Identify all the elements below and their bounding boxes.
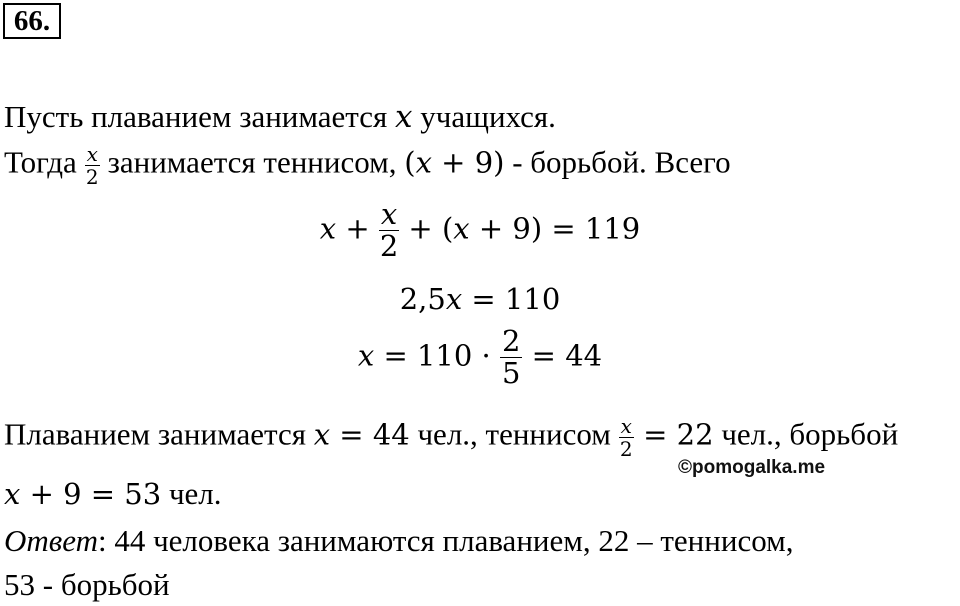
eq3-rest-a: = 110 · — [374, 338, 500, 373]
then-text-c: - борьбой. Всего — [504, 144, 731, 180]
eq2-rest: = 110 — [462, 282, 561, 316]
intro-text-b: учащихся. — [412, 99, 556, 134]
eq1-plus: + — [336, 211, 379, 246]
eq1-fraction — [379, 197, 399, 263]
then-text-b: занимается теннисом, — [99, 144, 405, 180]
equation-3 — [0, 324, 960, 390]
result-text-b: чел., теннисом — [409, 416, 619, 452]
result-eq: = 44 — [330, 417, 410, 452]
then-text-a: Тогда — [4, 144, 85, 180]
problem-number: 66. — [3, 3, 61, 39]
result-line-2 — [4, 478, 222, 509]
eq3-fraction — [500, 324, 522, 390]
fraction-denominator: 2 — [85, 165, 99, 189]
result2-var: x — [4, 477, 21, 511]
result-fraction — [619, 416, 634, 459]
eq1-var-a: x — [319, 211, 337, 246]
result-line-1 — [4, 416, 898, 459]
expr-rest: + 9) — [431, 145, 505, 180]
eq2-coef: 2,5 — [399, 282, 446, 316]
result-fraction-numerator: x — [620, 414, 632, 438]
answer-text: : 44 человека занимаются плаванием, 22 – теннисом, — [97, 523, 794, 558]
fraction-x-over-2 — [85, 144, 100, 187]
result2-text: чел. — [161, 476, 222, 511]
expr-open: ( — [404, 145, 416, 180]
eq1-rest-b: + 9) = 119 — [469, 211, 641, 246]
eq3-rest-b: = 44 — [522, 338, 603, 373]
result-fraction-denominator: 2 — [619, 437, 633, 461]
final-answer-line-1 — [4, 525, 794, 556]
result-text-c: чел., борьбой — [713, 416, 899, 452]
fraction-numerator: x — [86, 142, 98, 166]
eq3-var: x — [357, 338, 375, 373]
equation-2 — [0, 282, 960, 316]
eq1-rest-a: + ( — [399, 211, 454, 246]
var-x: x — [395, 99, 413, 135]
intro-text-a: Пусть плаванием занимается — [4, 99, 395, 134]
result-eq-2: = 22 — [633, 417, 714, 452]
eq1-var-b: x — [453, 211, 470, 246]
result-var: x — [313, 417, 331, 452]
expr-var: x — [415, 145, 432, 180]
result2-expr: + 9 = 53 — [20, 477, 162, 511]
result-text-a: Плаванием занимается — [4, 416, 314, 452]
eq3-fraction-numerator: 2 — [502, 324, 521, 358]
eq3-fraction-denominator: 5 — [502, 356, 521, 390]
eq1-fraction-numerator: x — [380, 197, 398, 231]
final-answer-line-2: 53 - борьбой — [4, 567, 170, 602]
equation-1 — [0, 197, 960, 263]
eq2-var: x — [445, 282, 463, 316]
answer-label: Ответ — [4, 523, 98, 558]
eq1-fraction-denominator: 2 — [379, 229, 399, 263]
then-line — [4, 144, 731, 187]
intro-line — [4, 101, 556, 133]
watermark: ©pomogalka.me — [678, 457, 826, 478]
